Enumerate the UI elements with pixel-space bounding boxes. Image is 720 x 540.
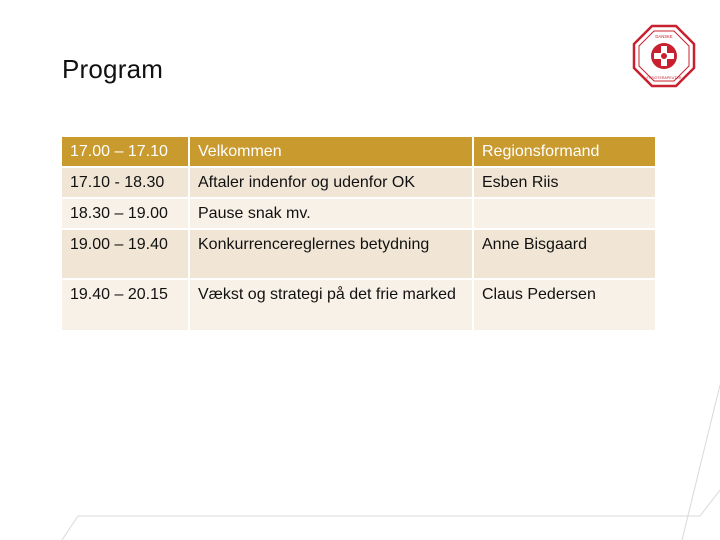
- row-topic: Aftaler indenfor og udenfor OK: [189, 167, 473, 198]
- row-topic: Vækst og strategi på det frie marked: [189, 279, 473, 331]
- table-row: [62, 167, 656, 198]
- row-time: 19.40 – 20.15: [62, 279, 189, 331]
- row-speaker: [473, 198, 656, 229]
- row-speaker: Anne Bisgaard: [473, 229, 656, 279]
- row-time: 18.30 – 19.00: [62, 198, 189, 229]
- table-header-row: [62, 137, 656, 167]
- program-table: [62, 137, 657, 332]
- svg-text:DANSKE: DANSKE: [655, 34, 673, 39]
- row-topic: Konkurrencereglernes betydning: [189, 229, 473, 279]
- row-speaker: Esben Riis: [473, 167, 656, 198]
- header-time: 17.00 – 17.10: [62, 137, 189, 167]
- header-speaker: Regionsformand: [473, 137, 656, 167]
- slide-title: Program: [62, 54, 164, 84]
- table-row: [62, 229, 656, 279]
- header-topic: Velkommen: [189, 137, 473, 167]
- row-time: 17.10 - 18.30: [62, 167, 189, 198]
- row-speaker: Claus Pedersen: [473, 279, 656, 331]
- row-topic: Pause snak mv.: [189, 198, 473, 229]
- danske-fysioterapeuter-logo: [632, 24, 696, 88]
- row-time: 19.00 – 19.40: [62, 229, 189, 279]
- table-row: [62, 198, 656, 229]
- table-row: [62, 279, 656, 331]
- svg-text:FYSIOTERAPEUTER: FYSIOTERAPEUTER: [646, 76, 682, 80]
